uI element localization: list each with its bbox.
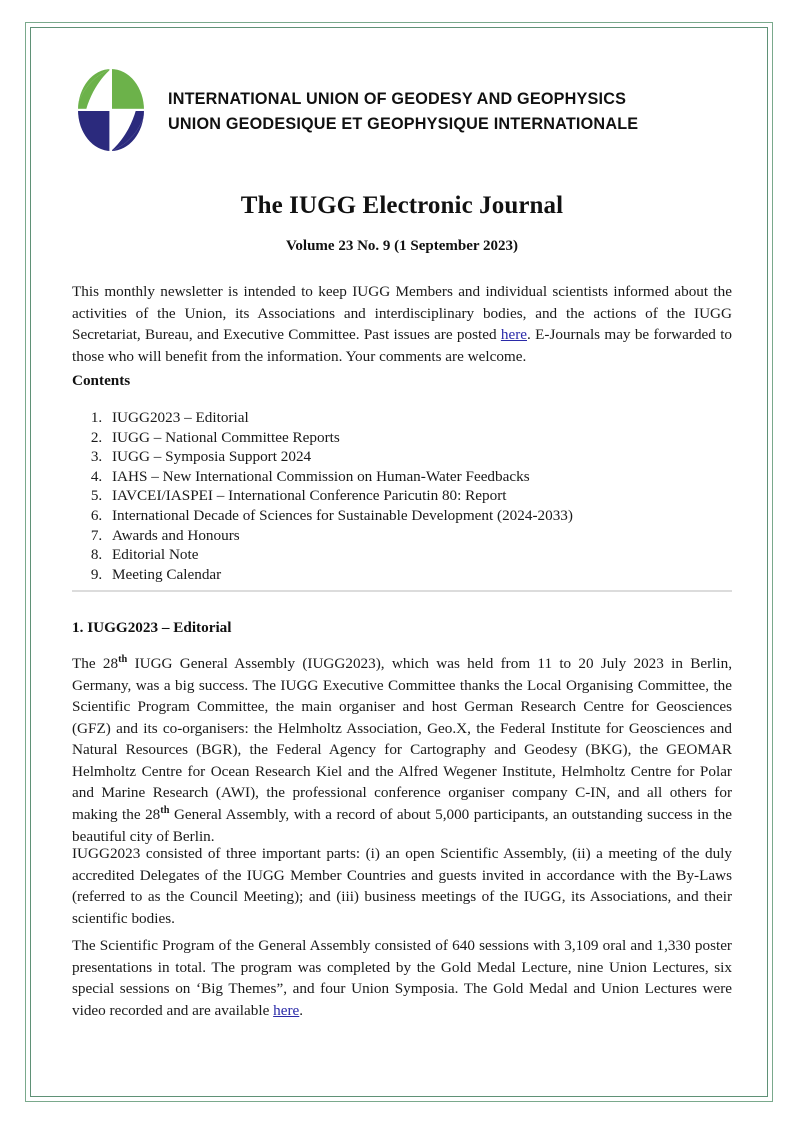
iugg-logo-icon <box>74 64 148 156</box>
editorial-paragraph-1-text <box>72 653 732 847</box>
org-name-french: UNION GEODESIQUE ET GEOPHYSIQUE INTERNATIONALE <box>168 114 639 133</box>
list-item[interactable]: 6. International Decade of Sciences for Sustainable Development (2024-2033) <box>106 506 766 526</box>
organisation-names <box>168 87 638 134</box>
past-issues-link[interactable]: here <box>500 326 528 344</box>
video-recordings-link[interactable]: here <box>273 1001 300 1019</box>
list-item[interactable]: 4. IAHS – New International Commission on Human-Water Feedbacks <box>106 467 766 487</box>
ordinal-suffix: th <box>160 804 170 816</box>
par1-segment-b: IUGG General Assembly (IUGG2023), which was held from 11 to 20 July 2023 in Berlin, Germany, was a big success. The IUGG Executive Committee thanks the Local Organising Committee, the Scientific Program Committee, the main organiser and host German Research Centre for Geosciences (GFZ) and its co-organisers: the Helmholtz Association, Geo.X, the Federal Institute for Geosciences and Natural Resources (BGR), the Federal Agency for Cartography and Geodesy (BKG), the GEOMAR Helmholtz Centre for Ocean Research Kiel and the Alfred Wegener Institute, Helmholtz Centre for Polar and Marine Research (AWI), the professional conference organiser company C-IN, and all others for making the 28 <box>72 655 732 824</box>
masthead <box>72 62 732 158</box>
contents-list <box>72 408 766 584</box>
contents-heading: Contents <box>72 372 131 389</box>
list-item[interactable]: 5. IAVCEI/IASPEI – International Conference Paricutin 80: Report <box>106 486 766 506</box>
list-item[interactable]: 2. IUGG – National Committee Reports <box>106 428 766 448</box>
list-item[interactable]: 7. Awards and Honours <box>106 526 766 546</box>
list-item[interactable]: 1. IUGG2023 – Editorial <box>106 408 766 428</box>
org-name-english: INTERNATIONAL UNION OF GEODESY AND GEOPHYSICS <box>168 89 627 108</box>
par3-text-before-link: The Scientific Program of the General Assembly consisted of 640 sessions with 3,109 oral and 1,330 poster presentations in total. The program was completed by the Gold Medal Lecture, nine Union Lectures, six special sessions on ‘Big Themes”, and four Union Symposia. The Gold Medal and Union Lectures were video recorded and are available <box>72 937 732 1019</box>
list-item[interactable]: 9. Meeting Calendar <box>106 565 766 585</box>
intro-paragraph <box>72 281 732 367</box>
editorial-paragraph-2 <box>72 843 732 929</box>
editorial-paragraph-3 <box>72 935 732 1021</box>
iugg-logo <box>72 62 150 158</box>
editorial-paragraph-2-text: IUGG2023 consisted of three important parts: (i) an open Scientific Assembly, (ii) a meeting of the duly accredited Delegates of the IUGG Member Countries and guests invited in accordance with the By-Laws (referred to as the Council Meeting); and (iii) business meetings of the IUGG, its Associations, and their scientific bodies. <box>72 845 732 927</box>
par3-text-after-link: . <box>299 1001 304 1019</box>
par1-segment-c: General Assembly, with a record of about 5,000 participants, an outstanding success in the beautiful city of Berlin. <box>72 806 732 845</box>
page-title: The IUGG Electronic Journal <box>240 192 564 219</box>
editorial-paragraph-1 <box>72 653 732 847</box>
intro-text-before-link: This monthly newsletter is intended to keep IUGG Members and individual scientists informed about the activities of the Union, its Associations and interdisciplinary bodies, and the actions of the IUGG Secretariat, Bureau, and Executive Committee. Past issues are posted <box>72 283 732 344</box>
section-divider <box>72 590 732 592</box>
par1-segment-a: The 28 <box>72 655 119 672</box>
list-item[interactable]: 8. Editorial Note <box>106 545 766 565</box>
ordinal-suffix: th <box>118 653 128 665</box>
list-item[interactable]: 3. IUGG – Symposia Support 2024 <box>106 447 766 467</box>
section-heading-editorial: 1. IUGG2023 – Editorial <box>72 619 232 636</box>
editorial-paragraph-3-text <box>72 935 732 1021</box>
volume-line: Volume 23 No. 9 (1 September 2023) <box>285 238 519 254</box>
intro-text <box>72 281 732 367</box>
intro-text-after-link: . E-Journals may be forwarded to those who will benefit from the information. Your comments are welcome. <box>72 326 733 365</box>
